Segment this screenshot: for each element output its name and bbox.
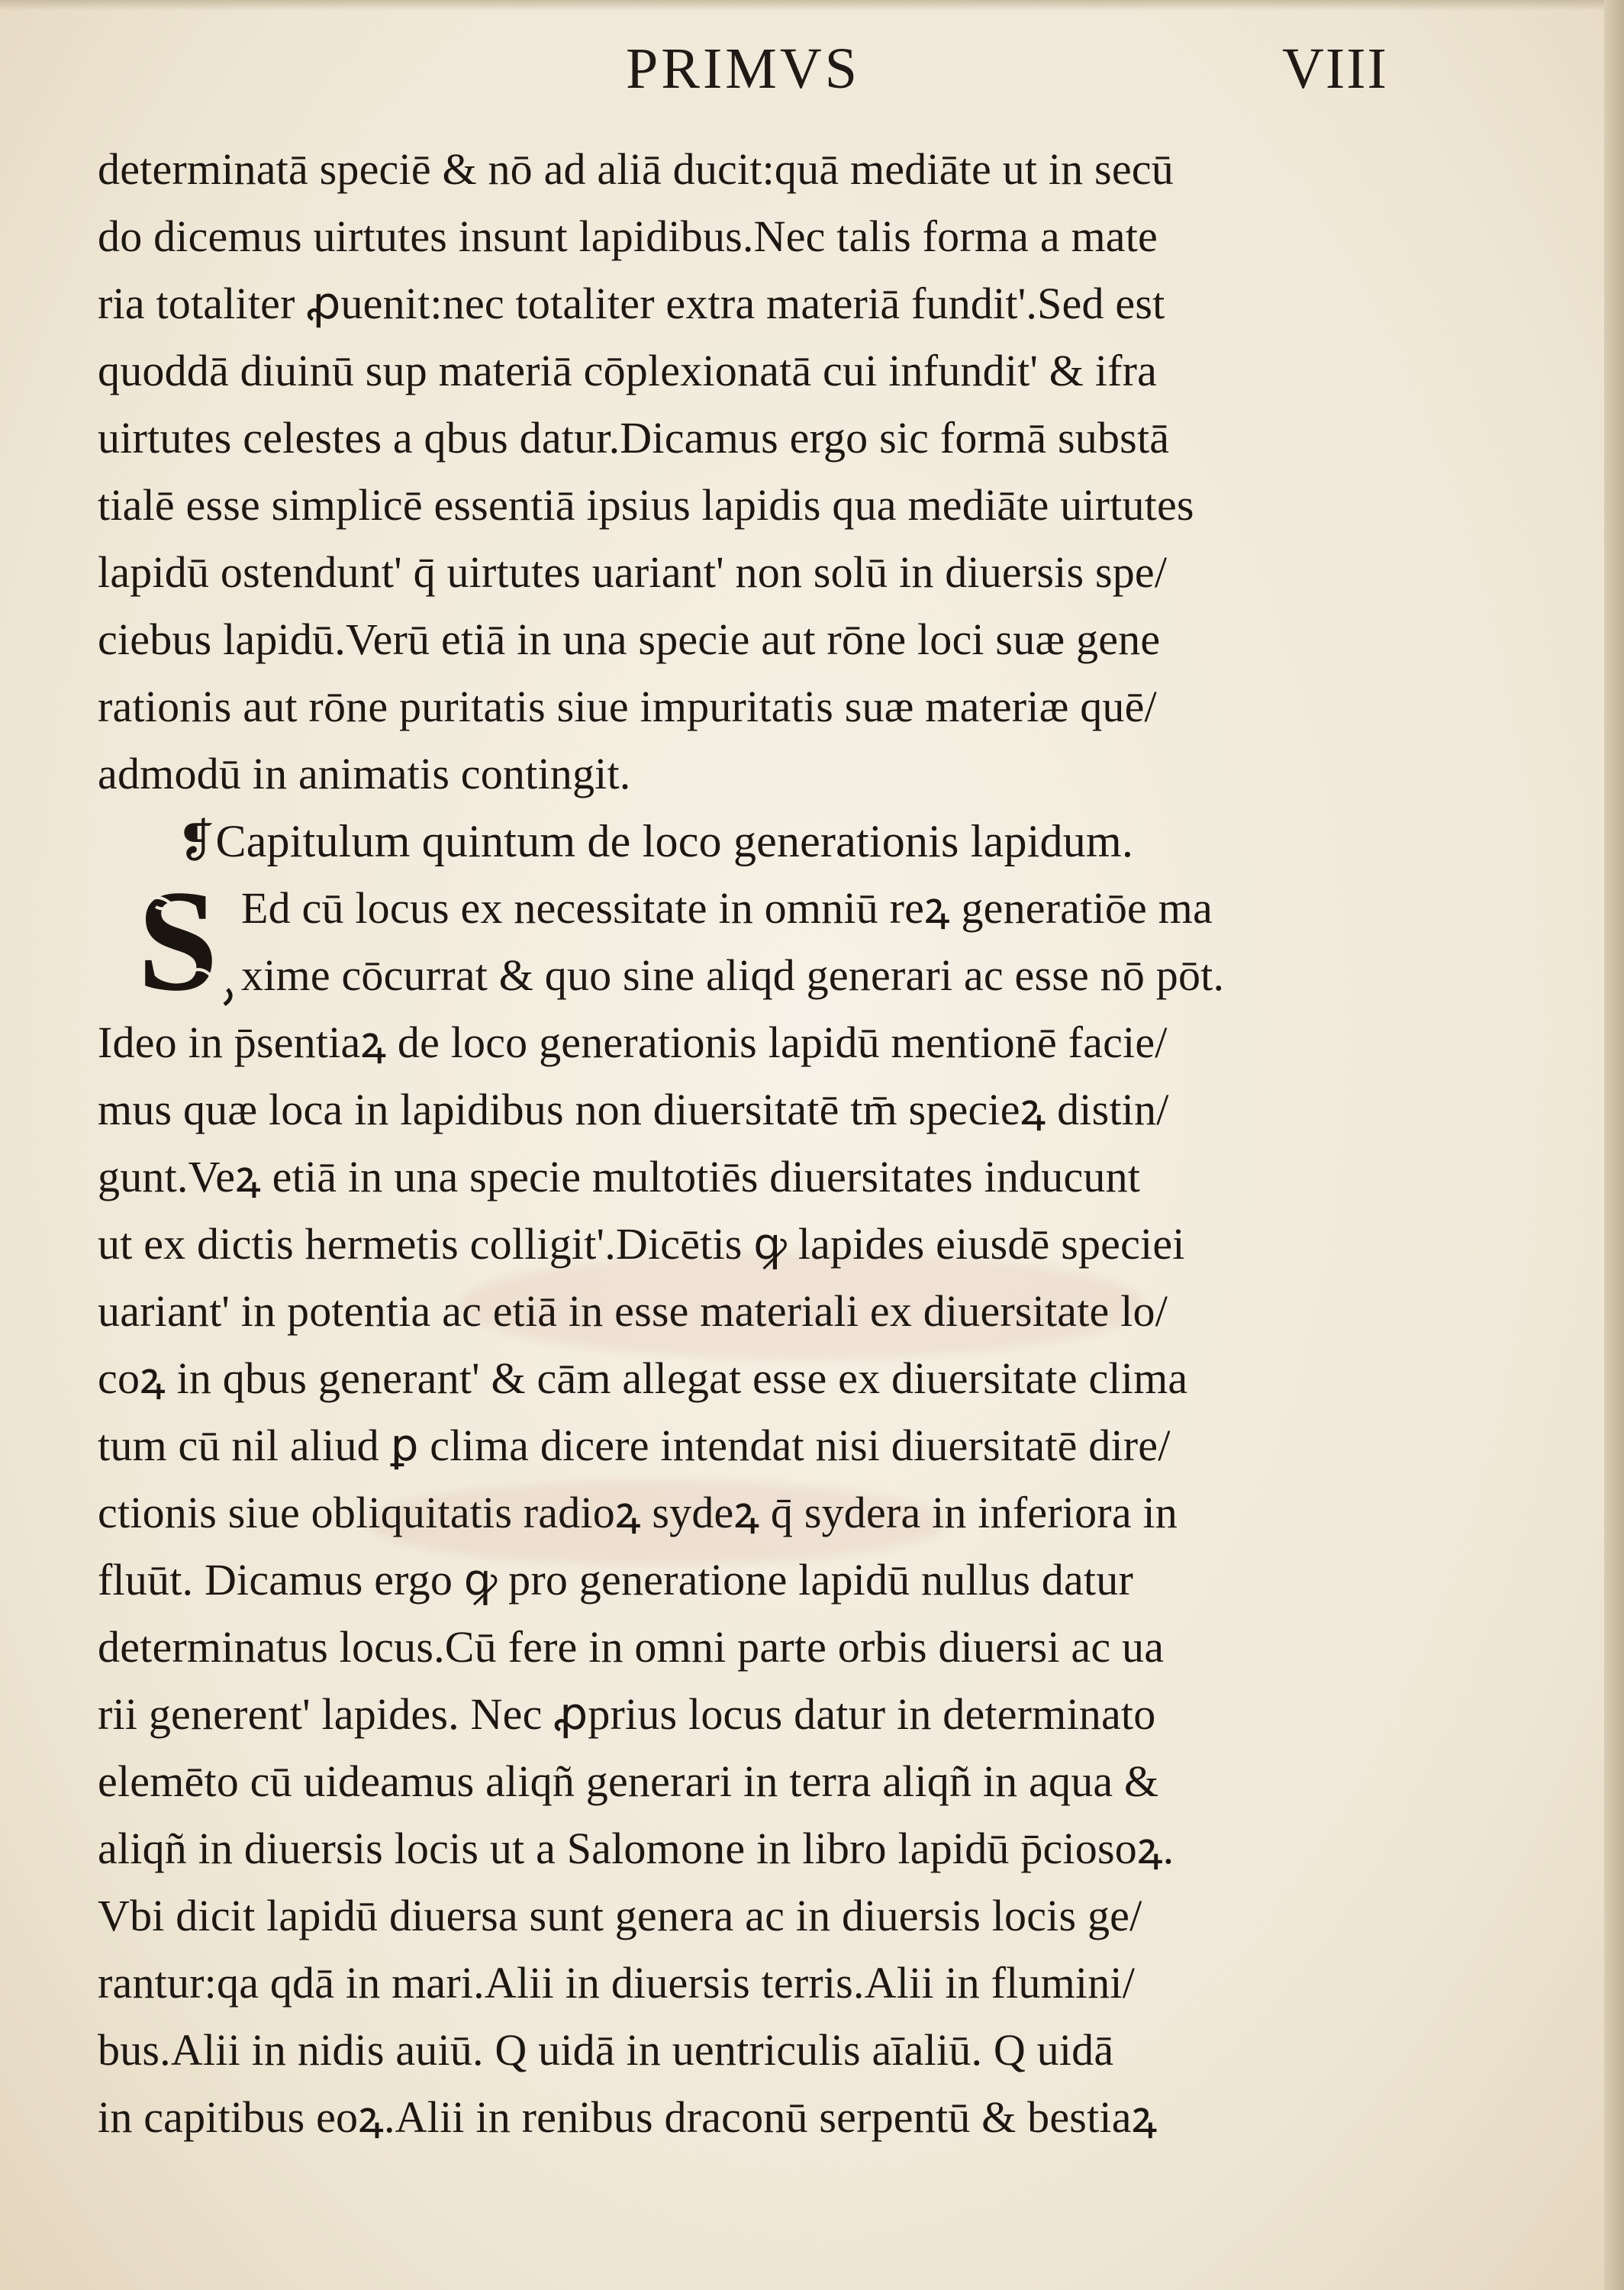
- text-line: rationis aut rōne puritatis siue impuritatis suæ materiæ quē/: [98, 682, 1157, 731]
- text-block: [98, 136, 1487, 2151]
- drop-cap-letter: S: [137, 875, 218, 1009]
- text-line: gunt.Veꝝ etiā in una specie multotiēs diuersitates inducunt: [98, 1152, 1141, 1201]
- text-line: rantur:qa qdā in mari.Alii in diuersis terris.Alii in flumini/: [98, 1958, 1136, 2008]
- page-header: [0, 23, 1624, 99]
- text-line: tum cū nil aliud ꝑ clima dicere intendat nisi diuersitatē dire/: [98, 1421, 1171, 1470]
- text-line: coꝝ in qbus generant' & cām allegat esse ex diuersitate clima: [98, 1353, 1188, 1403]
- text-line: mus quæ loca in lapidibus non diuersitatē tm̄ specieꝝ distin/: [98, 1085, 1169, 1134]
- text-line: tialē esse simplicē essentiā ipsius lapidis qua mediāte uirtutes: [98, 480, 1194, 530]
- text-line: rii generent' lapides. Nec ꝓprius locus datur in determinato: [98, 1689, 1156, 1739]
- folio-number: VIII: [1282, 37, 1388, 101]
- decorated-initial-s: [113, 875, 243, 1009]
- text-line: bus.Alii in nidis auiū. Q uidā in uentriculis aīaliū. Q uidā: [98, 2025, 1114, 2075]
- text-line: lapidū ostendunt' q̄ uirtutes uariant' non solū in diuersis spe/: [98, 547, 1168, 597]
- text-line: determinatā speciē & nō ad aliā ducit:quā mediāte ut in secū: [98, 144, 1174, 194]
- text-line: in capitibus eoꝝ.Alii in renibus draconū serpentū & bestiaꝝ: [98, 2092, 1158, 2142]
- text-line: Ideo in p̄sentiaꝝ de loco generationis lapidū mentionē facie/: [98, 1018, 1168, 1067]
- text-line: uirtutes celestes a qbus datur.Dicamus ergo sic formā substā: [98, 413, 1170, 463]
- initial-paragraph: [98, 875, 1487, 1009]
- text-line: uariant' in potentia ac etiā in esse materiali ex diuersitate lo/: [98, 1286, 1168, 1336]
- text-line: quoddā diuinū sup materiā cōplexionatā cui infundit' & ifra: [98, 346, 1158, 395]
- text-line: xime cōcurrat & quo sine aliqd generari ac esse nō pōt.: [241, 950, 1225, 1000]
- text-line: determinatus locus.Cū fere in omni parte orbis diuersi ac ua: [98, 1622, 1165, 1672]
- text-line: admodū in animatis contingit.: [98, 749, 631, 798]
- text-line: fluūt. Dicamus ergo ꝙ pro generatione lapidū nullus datur: [98, 1555, 1133, 1605]
- chapter-heading: ❡Capitulum quintum de loco generationis lapidum.: [177, 816, 1134, 866]
- text-line: ut ex dictis hermetis colligit'.Dicētis ꝙ lapides eiusdē speciei: [98, 1219, 1185, 1269]
- text-line: Vbi dicit lapidū diuersa sunt genera ac in diuersis locis ge/: [98, 1891, 1142, 1940]
- text-line: do dicemus uirtutes insunt lapidibus.Nec talis forma a mate: [98, 211, 1158, 261]
- text-line: elemēto cū uideamus aliqñ generari in terra aliqñ in aqua &: [98, 1756, 1159, 1806]
- running-head: PRIMVS: [626, 37, 860, 101]
- page-right-edge: [1604, 0, 1624, 2290]
- text-line: Ed cū locus ex necessitate in omniū reꝝ generatiōe ma: [241, 883, 1213, 933]
- text-line: aliqñ in diuersis locis ut a Salomone in libro lapidū p̄ciosoꝝ.: [98, 1824, 1174, 1873]
- text-line: ctionis siue obliquitatis radioꝝ sydeꝝ q̄ sydera in inferiora in: [98, 1488, 1178, 1537]
- page-top-edge: [0, 0, 1624, 11]
- text-line: ria totaliter ꝓuenit:nec totaliter extra materiā fundit'.Sed est: [98, 279, 1165, 328]
- text-line: ciebus lapidū.Verū etiā in una specie aut rōne loci suæ gene: [98, 614, 1161, 664]
